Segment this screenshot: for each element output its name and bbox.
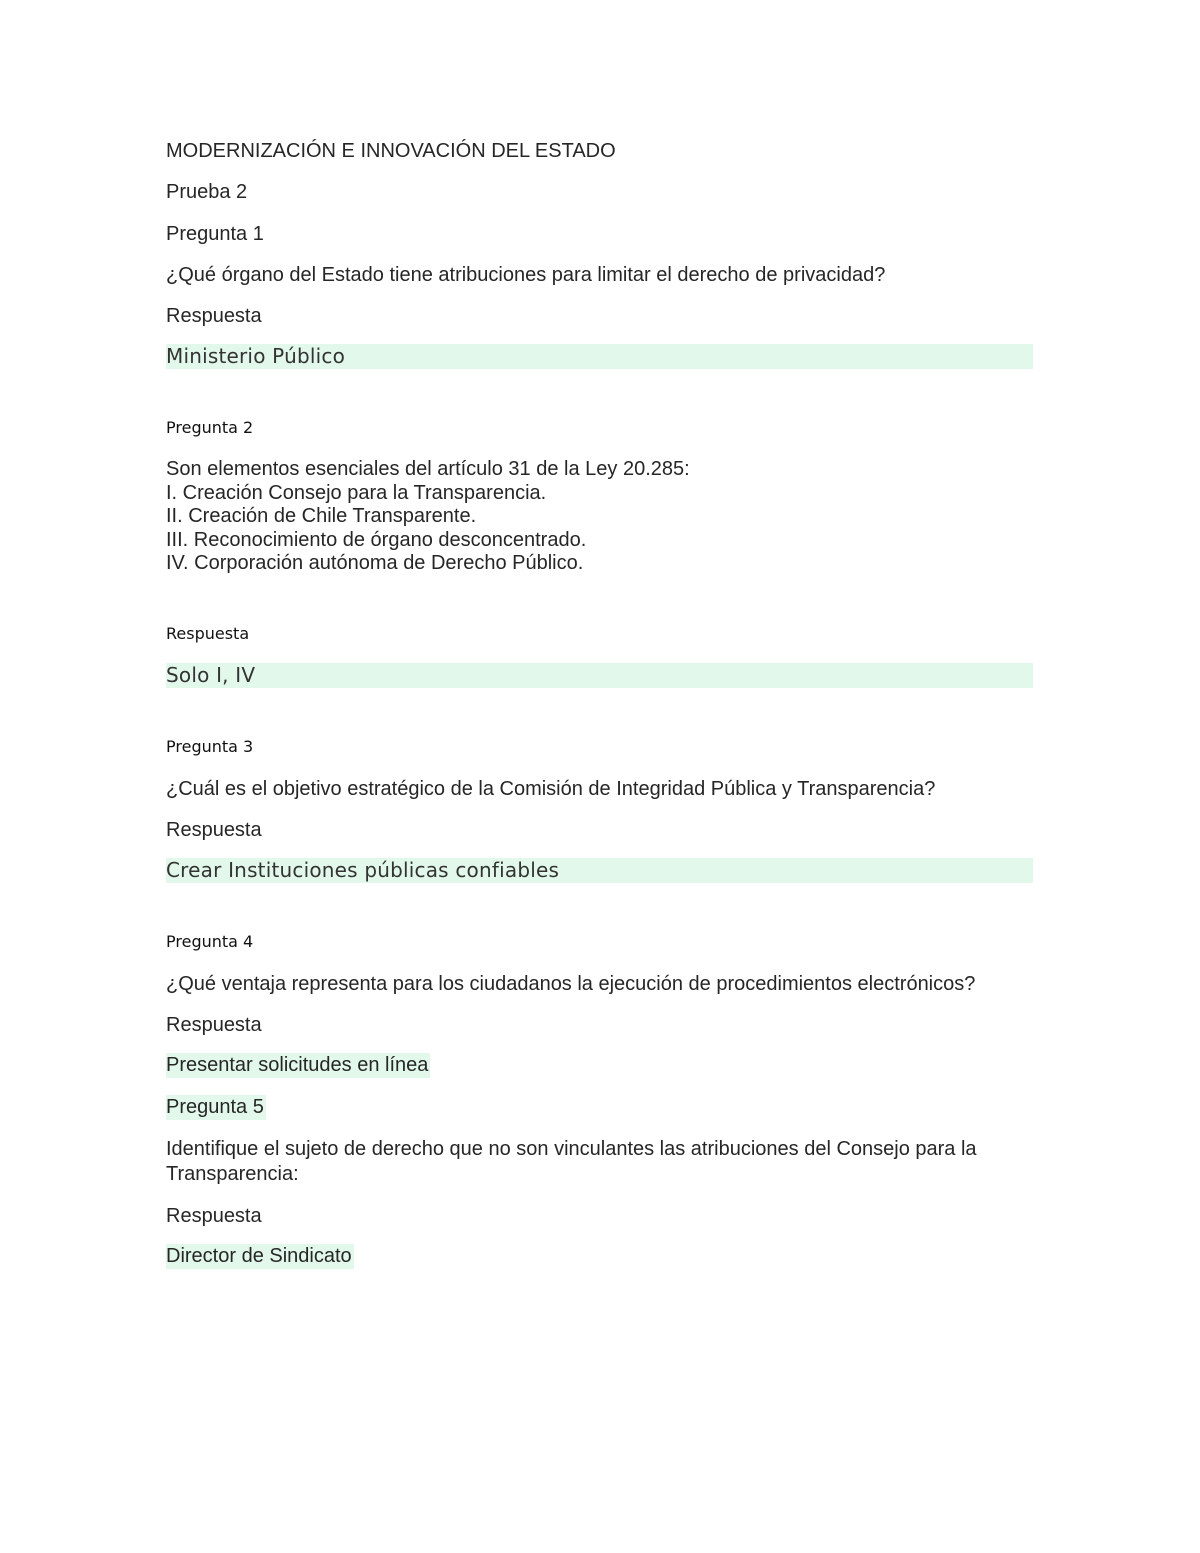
- question-3-answer-highlight: [166, 858, 1033, 883]
- question-4-answer: Presentar solicitudes en línea: [166, 1054, 429, 1076]
- question-5-label: Pregunta 5: [166, 1096, 264, 1118]
- question-2-answer-label: Respuesta: [166, 624, 250, 643]
- question-5-text: Identifique el sujeto de derecho que no son vinculantes las atribuciones del Consejo para la Transparencia:: [166, 1138, 977, 1185]
- question-2-text-line: I. Creación Consejo para la Transparencia.: [166, 481, 547, 504]
- question-1-answer-label: Respuesta: [166, 305, 262, 327]
- question-1-text: ¿Qué órgano del Estado tiene atribuciones para limitar el derecho de privacidad?: [166, 264, 886, 286]
- question-2-text-line: III. Reconocimiento de órgano desconcentrado.: [166, 528, 587, 551]
- question-2-text-line: Son elementos esenciales del artículo 31 de la Ley 20.285:: [166, 458, 690, 480]
- question-4-text: ¿Qué ventaja representa para los ciudadanos la ejecución de procedimientos electrónicos?: [166, 973, 976, 995]
- question-5-answer: Director de Sindicato: [166, 1245, 352, 1267]
- question-2-label: Pregunta 2: [166, 418, 254, 437]
- question-2-text-line: IV. Corporación autónoma de Derecho Público.: [166, 552, 584, 574]
- question-2-text: [166, 458, 690, 576]
- question-3-answer: Crear Instituciones públicas confiables: [166, 858, 560, 882]
- question-4-answer-label: Respuesta: [166, 1014, 262, 1036]
- question-2-text-line: II. Creación de Chile Transparente.: [166, 505, 477, 527]
- question-3-label: Pregunta 3: [166, 737, 254, 756]
- question-3-text: ¿Cuál es el objetivo estratégico de la Comisión de Integridad Pública y Transparencia?: [166, 778, 936, 800]
- question-1-label: Pregunta 1: [166, 223, 264, 245]
- document-subtitle: Prueba 2: [166, 181, 248, 203]
- question-5-answer-label: Respuesta: [166, 1205, 262, 1227]
- document-title: MODERNIZACIÓN E INNOVACIÓN DEL ESTADO: [166, 140, 616, 162]
- question-4-label: Pregunta 4: [166, 932, 254, 951]
- question-2-answer-highlight: [166, 663, 1033, 688]
- question-1-answer: Ministerio Público: [166, 344, 346, 368]
- question-3-answer-label: Respuesta: [166, 819, 262, 841]
- question-2-answer: Solo I, IV: [166, 663, 256, 687]
- question-1-answer-highlight: [166, 344, 1033, 369]
